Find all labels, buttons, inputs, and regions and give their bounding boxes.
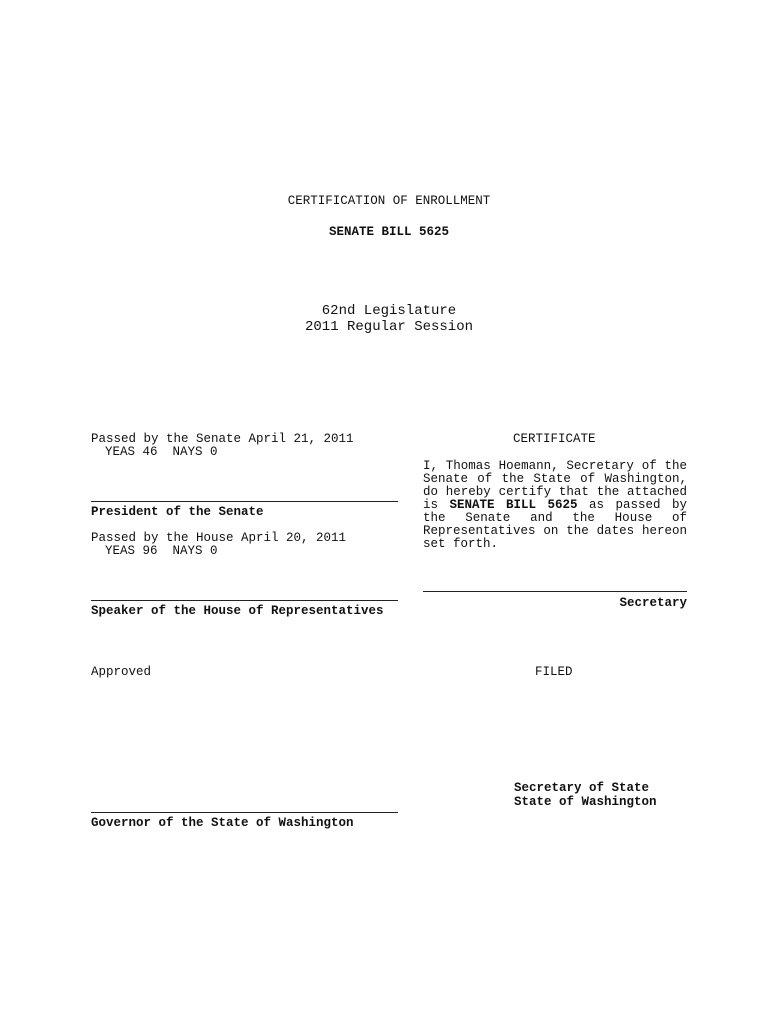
certificate-line: set forth. [423,537,499,551]
speaker-signature-line [91,600,398,601]
approved-label: Approved [91,665,152,679]
certificate-line: Senate of the State of Washington, [423,472,687,486]
certificate-line: the Senate and the House of [423,511,687,525]
senate-votes-text: YEAS 46 NAYS 0 [105,445,218,459]
governor-signature-line [91,812,398,813]
house-votes-text: YEAS 96 NAYS 0 [105,544,218,558]
session-label: 2011 Regular Session [304,319,474,335]
certificate-line: Representatives on the dates hereon [423,524,687,538]
certificate-body [423,460,687,551]
certification-title: CERTIFICATION OF ENROLLMENT [287,194,491,208]
president-signature-line [91,501,398,502]
certificate-passed-by: as passed by [589,498,687,512]
house-passed-text: Passed by the House April 20, 2011 [91,531,347,545]
governor-label: Governor of the State of Washington [91,816,354,830]
certificate-heading: CERTIFICATE [513,432,596,446]
secretary-label: Secretary [619,596,687,610]
bill-title: SENATE BILL 5625 [328,225,450,239]
certificate-line: do hereby certify that the attached [423,485,687,499]
certificate-bill-name: SENATE BILL 5625 [449,498,578,512]
speaker-label: Speaker of the House of Representatives [91,604,384,618]
filed-label: FILED [535,665,573,679]
senate-passed-text: Passed by the Senate April 21, 2011 [91,432,354,446]
certificate-is-word: is [423,498,439,512]
secretary-signature-line [423,591,687,592]
legislature-label: 62nd Legislature [321,303,457,319]
certificate-line: I, Thomas Hoemann, Secretary of the [423,459,687,473]
secretary-of-state-label: Secretary of State [514,781,650,795]
state-of-washington-label: State of Washington [514,795,657,809]
president-label: President of the Senate [91,505,264,519]
